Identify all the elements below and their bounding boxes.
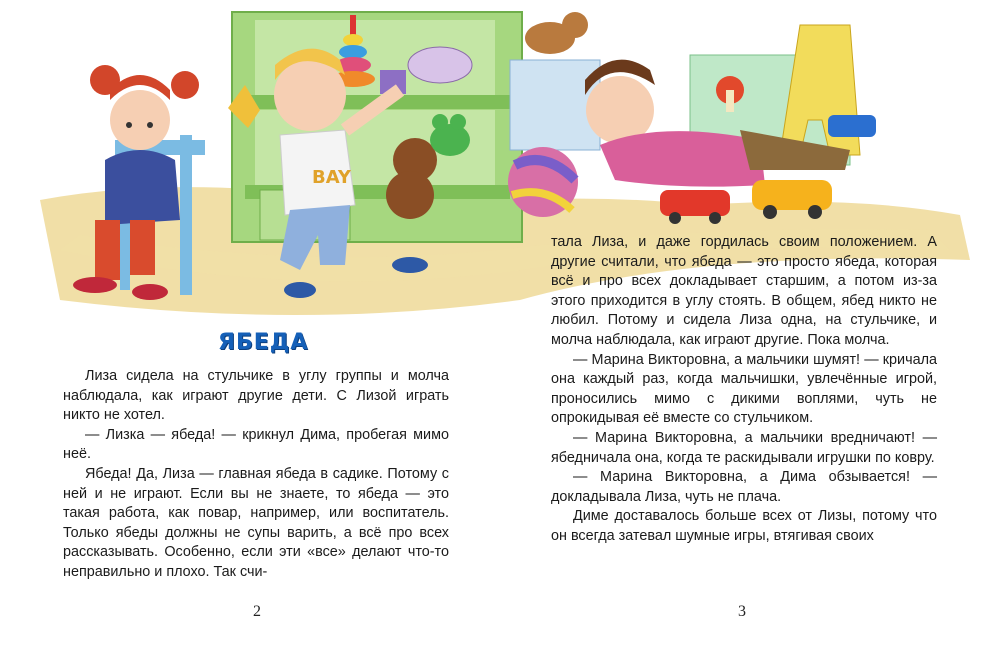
right-page-text (551, 233, 937, 547)
toy-dog (525, 12, 588, 54)
paragraph: — Лизка — ябеда! — крикнул Дима, пробегая мимо неё. (63, 426, 449, 463)
paragraph: Диме доставалось больше всех от Лизы, потому что он всегда затевал шумные игры, втягивая своих (551, 508, 937, 544)
story-title: ЯБЕДА (218, 330, 309, 355)
page-number-right: 3 (738, 603, 746, 620)
paragraph: — Марина Викторовна, а мальчики вредничают! — ябедничала она, когда те раскидывали игрушки по ковру. (551, 429, 937, 466)
shirt-toy-label: BAY (312, 167, 351, 188)
toy-shelf (232, 12, 522, 242)
striped-ball (508, 147, 578, 217)
spinning-top (408, 47, 472, 83)
left-page-text (63, 367, 449, 583)
paragraph: — Марина Викторовна, а мальчики шумят! — кричала она каждый раз, когда мальчишки, увлечённые игрой, проносились мимо с дикими воплями, чуть не опрокидывая её вместе со стульчиком. (551, 351, 937, 427)
paragraph: Лиза сидела на стульчике в углу группы и молча наблюдала, как играют другие дети. С Лизой играть никто не хотел. (63, 368, 449, 424)
page-number-left: 2 (253, 603, 261, 620)
paragraph: — Марина Викторовна, а Дима обзывается! — докладывала Лиза, чуть не плача. (551, 469, 937, 505)
paragraph: тала Лиза, и даже гордилась своим положением. А другие считали, что ябеда — это просто ябеда, которая всё и про всех докладывает старшим, а потом из-за этого приходится в углу стоять. В общем, ябед никто не любил. Потому и сидела Лиза одна, на стульчике, и молча наблюдала, как играют другие. Пока молча. (551, 234, 937, 348)
blue-toy-car (828, 115, 876, 137)
paragraph: Ябеда! Да, Лиза — главная ябеда в садике. Потому с ней и не играют. Если вы не знаете, то ябеда — это такая работа, как повар, например, или воспитатель. Только ябеды должны не супы варить, а всё про всех рассказывать. Особенно, если эти «все» делают что-то неправильно и плохо. Так счи- (63, 465, 449, 580)
